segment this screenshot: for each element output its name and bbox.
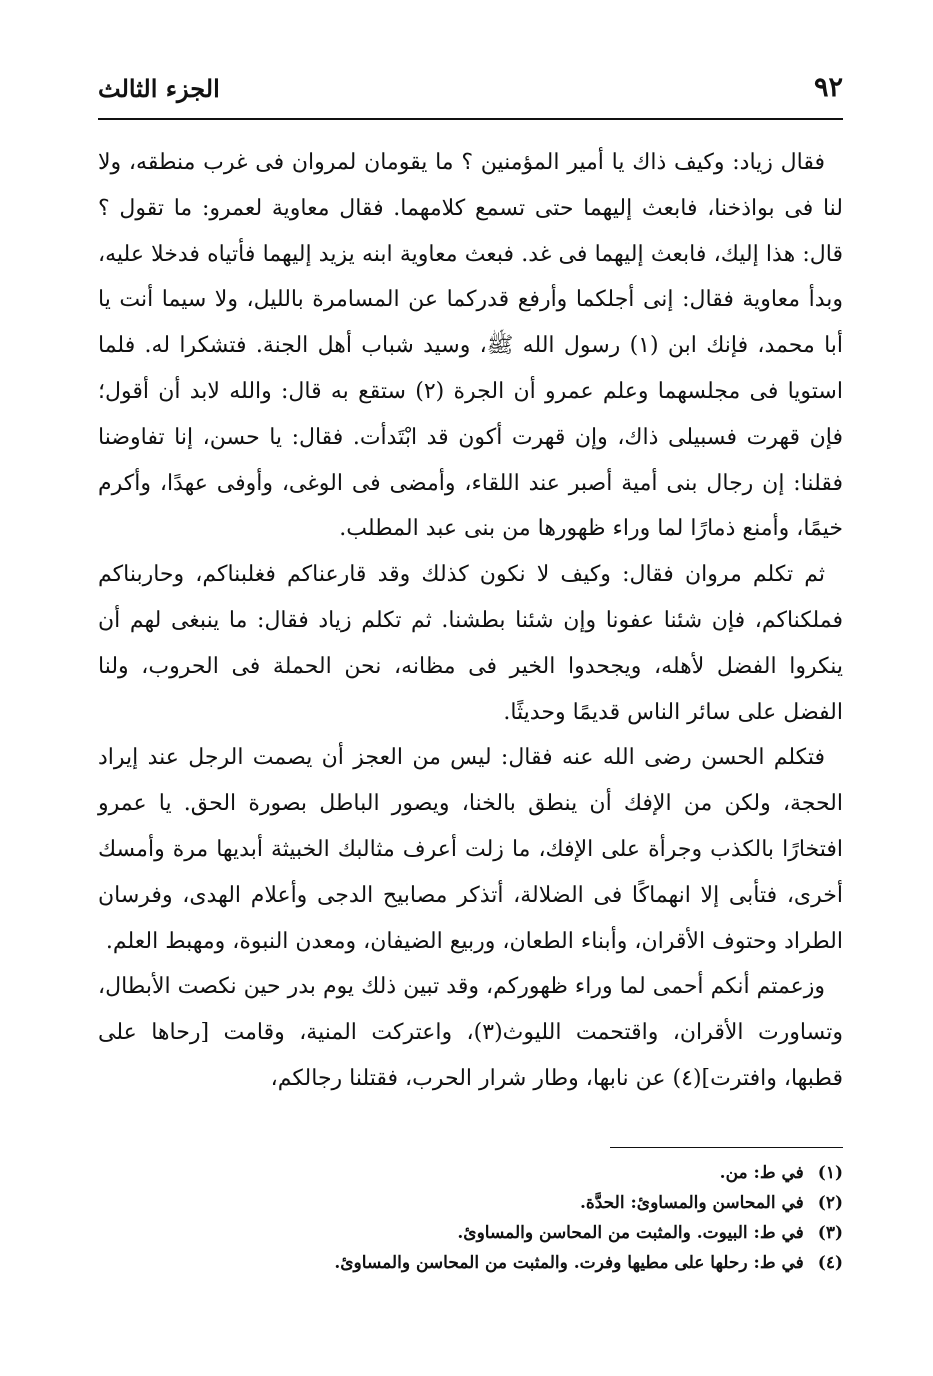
footnote-rule <box>610 1147 843 1148</box>
footnote-item <box>98 1158 843 1188</box>
paragraph: فقال زياد: وكيف ذاك يا أمير المؤمنين ؟ ما يقومان لمروان فى غرب منطقه، ولا لنا فى بواذخنا، فابعث إليهما حتى تسمع كلامهما. فقال معاوية لعمرو: ما تقول ؟ قال: هذا إليك، فابعث إليهما فى غد. فبعث معاوية ابنه يزيد إليهما فأتياه فدخلا عليه، وبدأ معاوية فقال: إنى أجلكما وأرفع قدركما عن المسامرة بالليل، ولا سيما أنت يا أبا محمد، فإنك ابن (١) رسول الله ﷺ، وسيد شباب أهل الجنة. فتشكرا له. فلما استويا فى مجلسهما وعلم عمرو أن الجرة (٢) ستقع به قال: والله لابد أن أقول؛ فإن قهرت فسبيلى ذاك، وإن قهرت أكون قد ابْتَدأت. فقال: يا حسن، إنا تفاوضنا فقلنا: إن رجال بنى أمية أصبر عند اللقاء، وأمضى فى الوغى، وأوفى عهدًا، وأكرم خيمًا، وأمنع ذمارًا لما وراء ظهورها من بنى عبد المطلب. <box>98 150 844 542</box>
footnote-text: في ط: رحلها على مطيها وفرت. والمثبت من المحاسن والمساوئ. <box>334 1253 804 1273</box>
header-rule <box>98 118 843 120</box>
page-header <box>98 70 843 110</box>
footnote-text: في المحاسن والمساوئ: الحدَّة. <box>579 1193 804 1213</box>
footnote-text: في ط: البيوت. والمثبت من المحاسن والمساوئ. <box>457 1223 804 1243</box>
running-title: الجزء الثالث <box>98 74 220 103</box>
footnote-number: (٣) <box>817 1223 843 1243</box>
paragraph: فتكلم الحسن رضى الله عنه فقال: ليس من العجز أن يصمت الرجل عند إيراد الحجة، ولكن من الإفك أن ينطق بالخنا، ويصور الباطل بصورة الحق. يا عمرو افتخارًا بالكذب وجرأة على الإفك، ما زلت أعرف مثالبك الخبيثة أبديها مرة وأمسك أخرى، فتأبى إلا انهماكًا فى الضلالة، أتذكر مصابيح الدجى وأعلام الهدى، وفرسان الطراد وحتوف الأقران، وأبناء الطعان، وربيع الضيفان، ومعدن النبوة، ومهبط العلم. <box>98 745 843 954</box>
main-text <box>98 140 843 1102</box>
footnote-number: (٢) <box>817 1193 843 1213</box>
paragraph: ثم تكلم مروان فقال: وكيف لا نكون كذلك وقد قارعناكم فغلبناكم، وحاربناكم فملكناكم، فإن شئنا عفونا وإن شئنا بطشنا. ثم تكلم زياد فقال: ما ينبغى لهم أن ينكروا الفضل لأهله، ويجحدوا الخير فى مظانه، نحن الحملة فى الحروب، ولنا الفضل على سائر الناس قديمًا وحديثًا. <box>98 562 843 725</box>
footnotes <box>98 1158 843 1278</box>
footnote-number: (٤) <box>817 1253 843 1273</box>
footnote-number: (١) <box>817 1163 843 1183</box>
footnote-text: في ط: من. <box>719 1163 804 1183</box>
paragraph: وزعمتم أنكم أحمى لما وراء ظهوركم، وقد تبين ذلك يوم بدر حين نكصت الأبطال، وتساورت الأقران، واقتحمت الليوث(٣)، واعتركت المنية، وقامت [رحاها على قطبها، وافترت](٤) عن نابها، وطار شرار الحرب، فقتلنا رجالكم، <box>98 974 843 1091</box>
page-number: ٩٢ <box>813 72 843 103</box>
footnote-item <box>98 1218 843 1248</box>
footnote-item <box>98 1248 843 1278</box>
footnote-item <box>98 1188 843 1218</box>
